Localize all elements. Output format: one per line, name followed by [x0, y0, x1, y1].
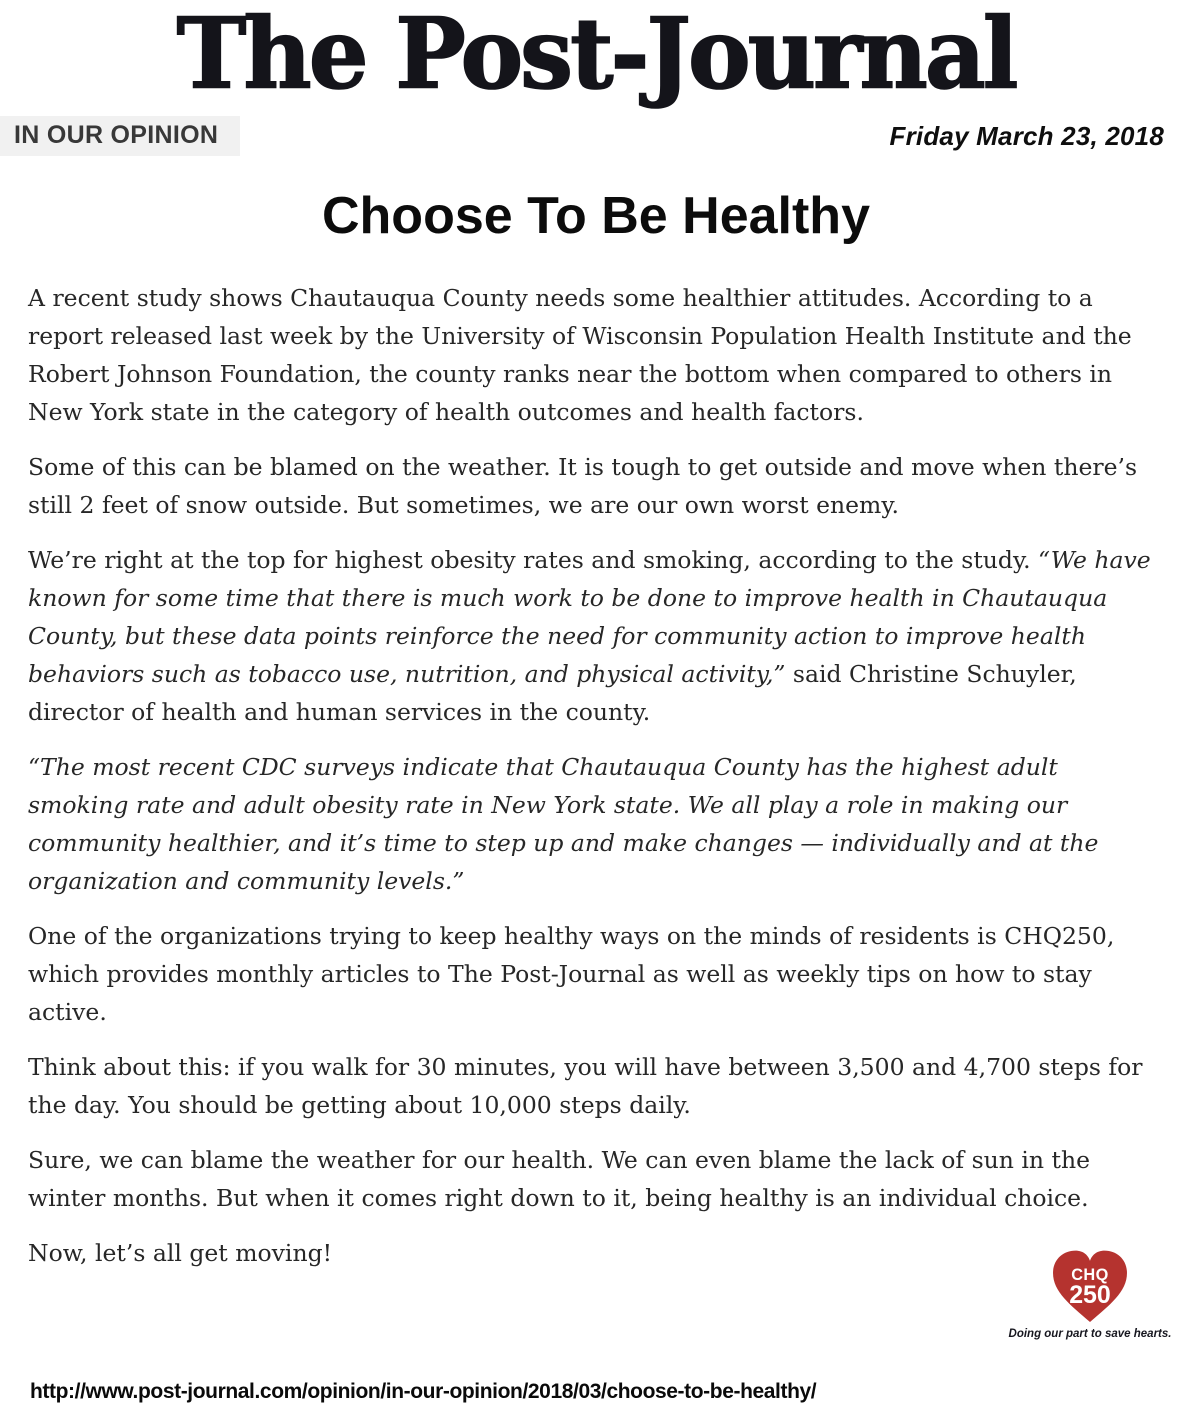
article-paragraph — [28, 1141, 1162, 1217]
chq250-logo — [1008, 1244, 1172, 1340]
text-segment: Now, let’s all get moving! — [28, 1239, 333, 1267]
article-paragraph — [28, 279, 1162, 431]
text-segment: Some of this can be blamed on the weather. It is tough to get outside and move when there’s still 2 feet of snow outside. But sometimes, we are our own worst enemy. — [28, 453, 1138, 519]
quote-segment: “The most recent CDC surveys indicate that Chautauqua County has the highest adult smoking rate and adult obesity rate in New York state. We all play a role in making our community healthier, and it’s time to step up and make changes — individually and at the organization and community levels.” — [28, 753, 1099, 895]
logo-chq-text: CHQ — [1071, 1265, 1109, 1284]
article-paragraph — [28, 1048, 1162, 1124]
article-paragraph — [28, 748, 1162, 900]
section-header-row — [0, 116, 1192, 156]
article-body — [0, 279, 1192, 1272]
section-badge: IN OUR OPINION — [0, 116, 240, 156]
article-url: http://www.post-journal.com/opinion/in-our-opinion/2018/03/choose-to-be-healthy/ — [30, 1380, 817, 1403]
logo-250-text: 250 — [1069, 1281, 1111, 1310]
text-segment: said Christine Schuyler, director of health and human services in the county. — [28, 660, 1077, 726]
text-segment: One of the organizations trying to keep healthy ways on the minds of residents is CHQ250, which provides monthly articles to The Post-Journal as well as weekly tips on how to stay active. — [28, 922, 1115, 1026]
text-segment: Sure, we can blame the weather for our health. We can even blame the lack of sun in the winter months. But when it comes right down to it, being healthy is an individual choice. — [28, 1146, 1091, 1212]
date-label: Friday March 23, 2018 — [889, 120, 1164, 151]
logo-tagline: Doing our part to save hearts. — [1008, 1328, 1172, 1340]
article-paragraph — [28, 1234, 1162, 1272]
article-paragraph — [28, 917, 1162, 1031]
text-segment: A recent study shows Chautauqua County needs some healthier attitudes. According to a report released last week by the University of Wisconsin Population Health Institute and the Robert Johnson Foundation, the county ranks near the bottom when compared to others in New York state in the category of health outcomes and health factors. — [28, 284, 1132, 426]
page-title: Choose To Be Healthy — [321, 187, 870, 245]
text-segment: We’re right at the top for highest obesity rates and smoking, according to the study. — [28, 546, 1039, 574]
article-paragraph — [28, 541, 1162, 731]
article-paragraph — [28, 448, 1162, 524]
masthead-title: The Post-Journal — [176, 0, 1016, 112]
text-segment: Think about this: if you walk for 30 minutes, you will have between 3,500 and 4,700 steps for the day. You should be getting about 10,000 steps daily. — [28, 1053, 1143, 1119]
heart-icon — [1047, 1244, 1133, 1326]
quote-segment: “We have known for some time that there is much work to be done to improve health in Chautauqua County, but these data points reinforce the need for community action to improve health behaviors such as tobacco use, nutrition, and physical activity,” — [28, 546, 1151, 688]
